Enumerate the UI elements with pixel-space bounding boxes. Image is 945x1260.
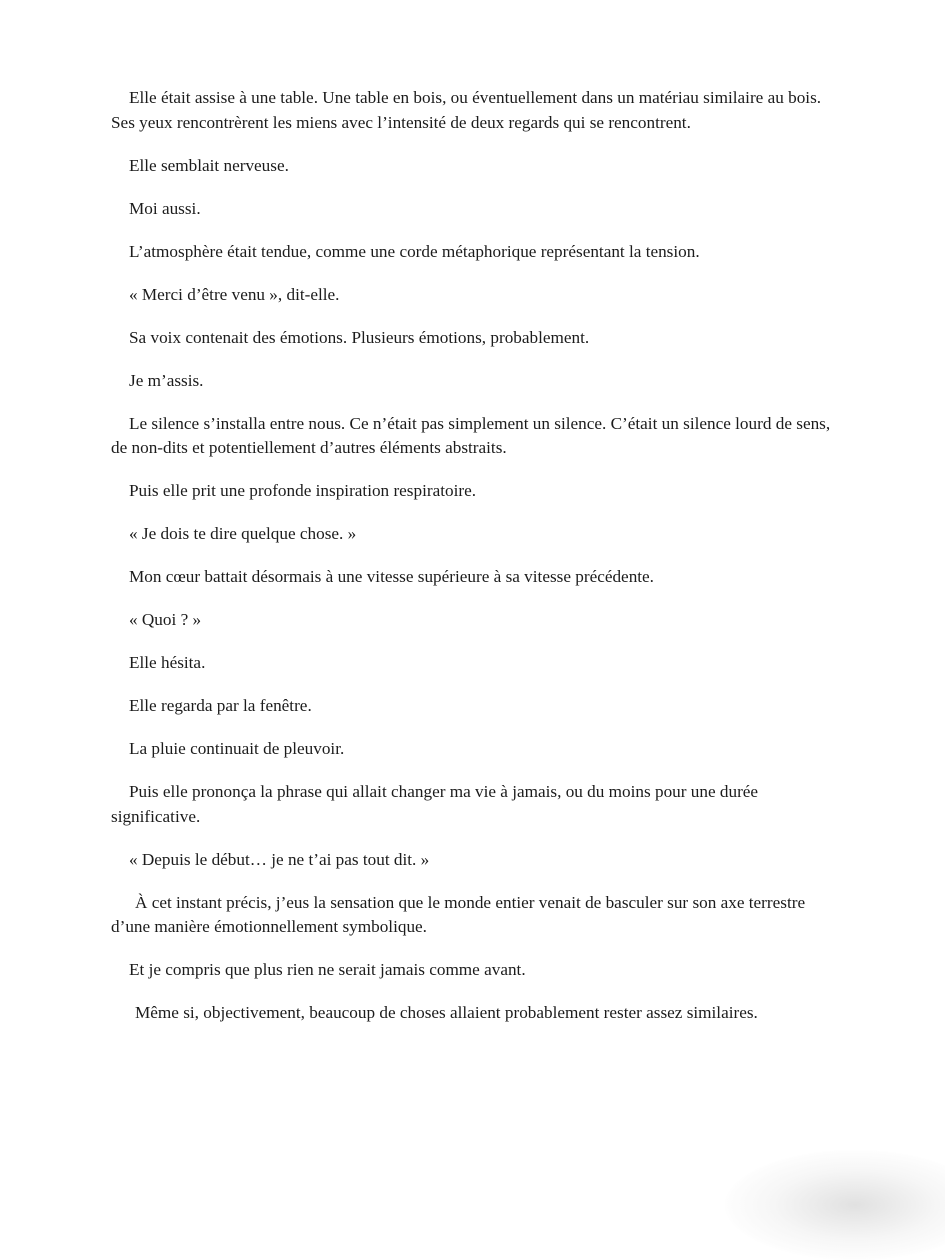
paragraph: Moi aussi.	[129, 198, 201, 218]
page-corner-shadow	[725, 1150, 945, 1260]
paragraph: Même si, objectivement, beaucoup de choses allaient probablement rester assez similaires.	[135, 1003, 758, 1022]
paragraph: L’atmosphère était tendue, comme une corde métaphorique représentant la tension.	[129, 241, 700, 261]
paragraph: Elle hésita.	[129, 653, 206, 672]
paragraph: Je m’assis.	[129, 370, 204, 390]
paragraph: Elle semblait nerveuse.	[129, 155, 289, 175]
paragraph: Puis elle prit une profonde inspiration respiratoire.	[129, 481, 477, 500]
document-body	[111, 86, 831, 1044]
paragraph: « Merci d’être venu », dit-elle.	[129, 284, 340, 304]
paragraph: À cet instant précis, j’eus la sensation que le monde entier venait de basculer sur son axe terrestre d’une manière émotionnellement symbolique.	[111, 892, 806, 936]
paragraph: Elle regarda par la fenêtre.	[129, 696, 312, 715]
paragraph: La pluie continuait de pleuvoir.	[129, 739, 345, 758]
paragraph: Mon cœur battait désormais à une vitesse supérieure à sa vitesse précédente.	[129, 567, 654, 586]
paragraph: « Je dois te dire quelque chose. »	[129, 524, 357, 543]
paragraph: Le silence s’installa entre nous. Ce n’était pas simplement un silence. C’était un silence lourd de sens, de non-dits et potentiellement d’autres éléments abstraits.	[111, 413, 831, 457]
paragraph: Et je compris que plus rien ne serait jamais comme avant.	[129, 960, 526, 979]
paragraph: « Quoi ? »	[129, 610, 202, 629]
paragraph: Sa voix contenait des émotions. Plusieurs émotions, probablement.	[129, 327, 590, 347]
paragraph: Elle était assise à une table. Une table en bois, ou éventuellement dans un matériau similaire au bois. Ses yeux rencontrèrent les miens avec l’intensité de deux regards qui se rencontrent.	[111, 88, 822, 132]
paragraph: « Depuis le début… je ne t’ai pas tout dit. »	[129, 849, 430, 869]
paragraph: Puis elle prononça la phrase qui allait changer ma vie à jamais, ou du moins pour une durée significative.	[111, 782, 759, 826]
